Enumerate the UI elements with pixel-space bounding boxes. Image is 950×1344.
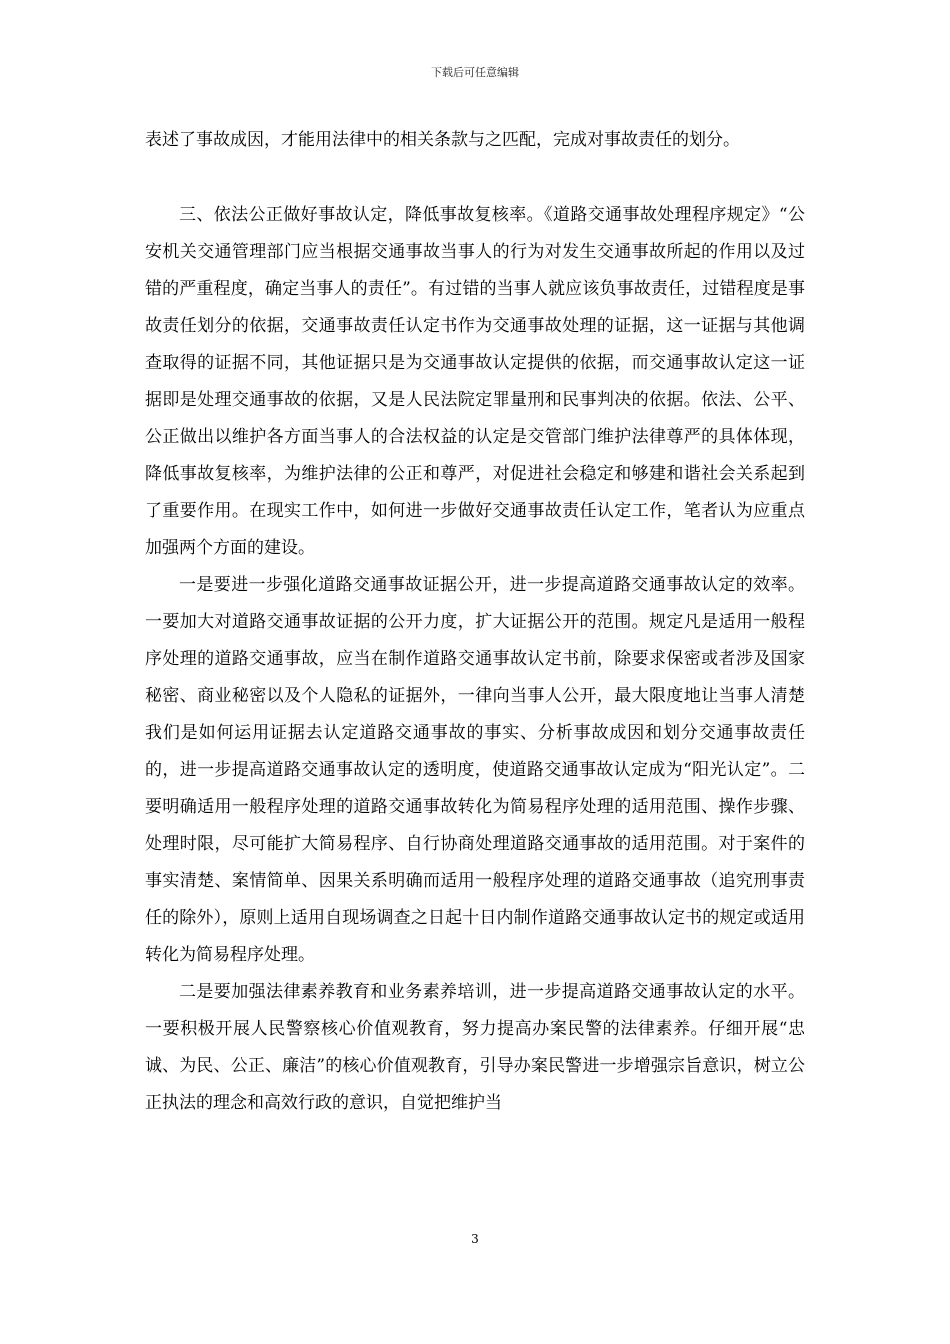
paragraph-point-one: 一是要进一步强化道路交通事故证据公开，进一步提高道路交通事故认定的效率。一要加大对道路交通事故证据的公开力度，扩大证据公开的范围。规定凡是适用一般程序处理的道路交通事故，应当在制作道路交通事故认定书前，除要求保密或者涉及国家秘密、商业秘密以及个人隐私的证据外，一律向当事人公开，最大限度地让当事人清楚我们是如何运用证据去认定道路交通事故的事实、分析事故成因和划分交通事故责任的，进一步提高道路交通事故认定的透明度，使道路交通事故认定成为“阳光认定”。二要明确适用一般程序处理的道路交通事故转化为简易程序处理的适用范围、操作步骤、处理时限，尽可能扩大简易程序、自行协商处理道路交通事故的适用范围。对于案件的事实清楚、案情简单、因果关系明确而适用一般程序处理的道路交通事故（追究刑事责任的除外），原则上适用自现场调查之日起十日内制作道路交通事故认定书的规定或适用转化为简易程序处理。 <box>145 575 805 965</box>
page-header: 下载后可任意编辑 <box>431 66 519 79</box>
paragraph-point-two: 二是要加强法律素养教育和业务素养培训，进一步提高道路交通事故认定的水平。一要积极开展人民警察核心价值观教育，努力提高办案民警的法律素养。仔细开展“忠诚、为民、公正、廉洁”的核心价值观教育，引导办案民警进一步增强宗旨意识，树立公正执法的理念和高效行政的意识，自觉把维护当 <box>145 982 805 1113</box>
page-number: 3 <box>471 1232 479 1246</box>
document-body-top <box>145 122 805 159</box>
paragraph-continuation: 表述了事故成因，才能用法律中的相关条款与之匹配，完成对事故责任的划分。 <box>145 130 740 150</box>
document-body-main <box>145 197 805 1122</box>
paragraph-section-three: 三、依法公正做好事故认定，降低事故复核率。《道路交通事故处理程序规定》“公安机关交通管理部门应当根据交通事故当事人的行为对发生交通事故所起的作用以及过错的严重程度，确定当事人的责任”。有过错的当事人就应该负事故责任，过错程度是事故责任划分的依据，交通事故责任认定书作为交通事故处理的证据，这一证据与其他调查取得的证据不同，其他证据只是为交通事故认定提供的依据，而交通事故认定这一证据即是处理交通事故的依据，又是人民法院定罪量刑和民事判决的依据。依法、公平、公正做出以维护各方面当事人的合法权益的认定是交管部门维护法律尊严的具体体现，降低事故复核率，为维护法律的公正和尊严，对促进社会稳定和够建和谐社会关系起到了重要作用。在现实工作中，如何进一步做好交通事故责任认定工作，笔者认为应重点加强两个方面的建设。 <box>145 205 805 558</box>
